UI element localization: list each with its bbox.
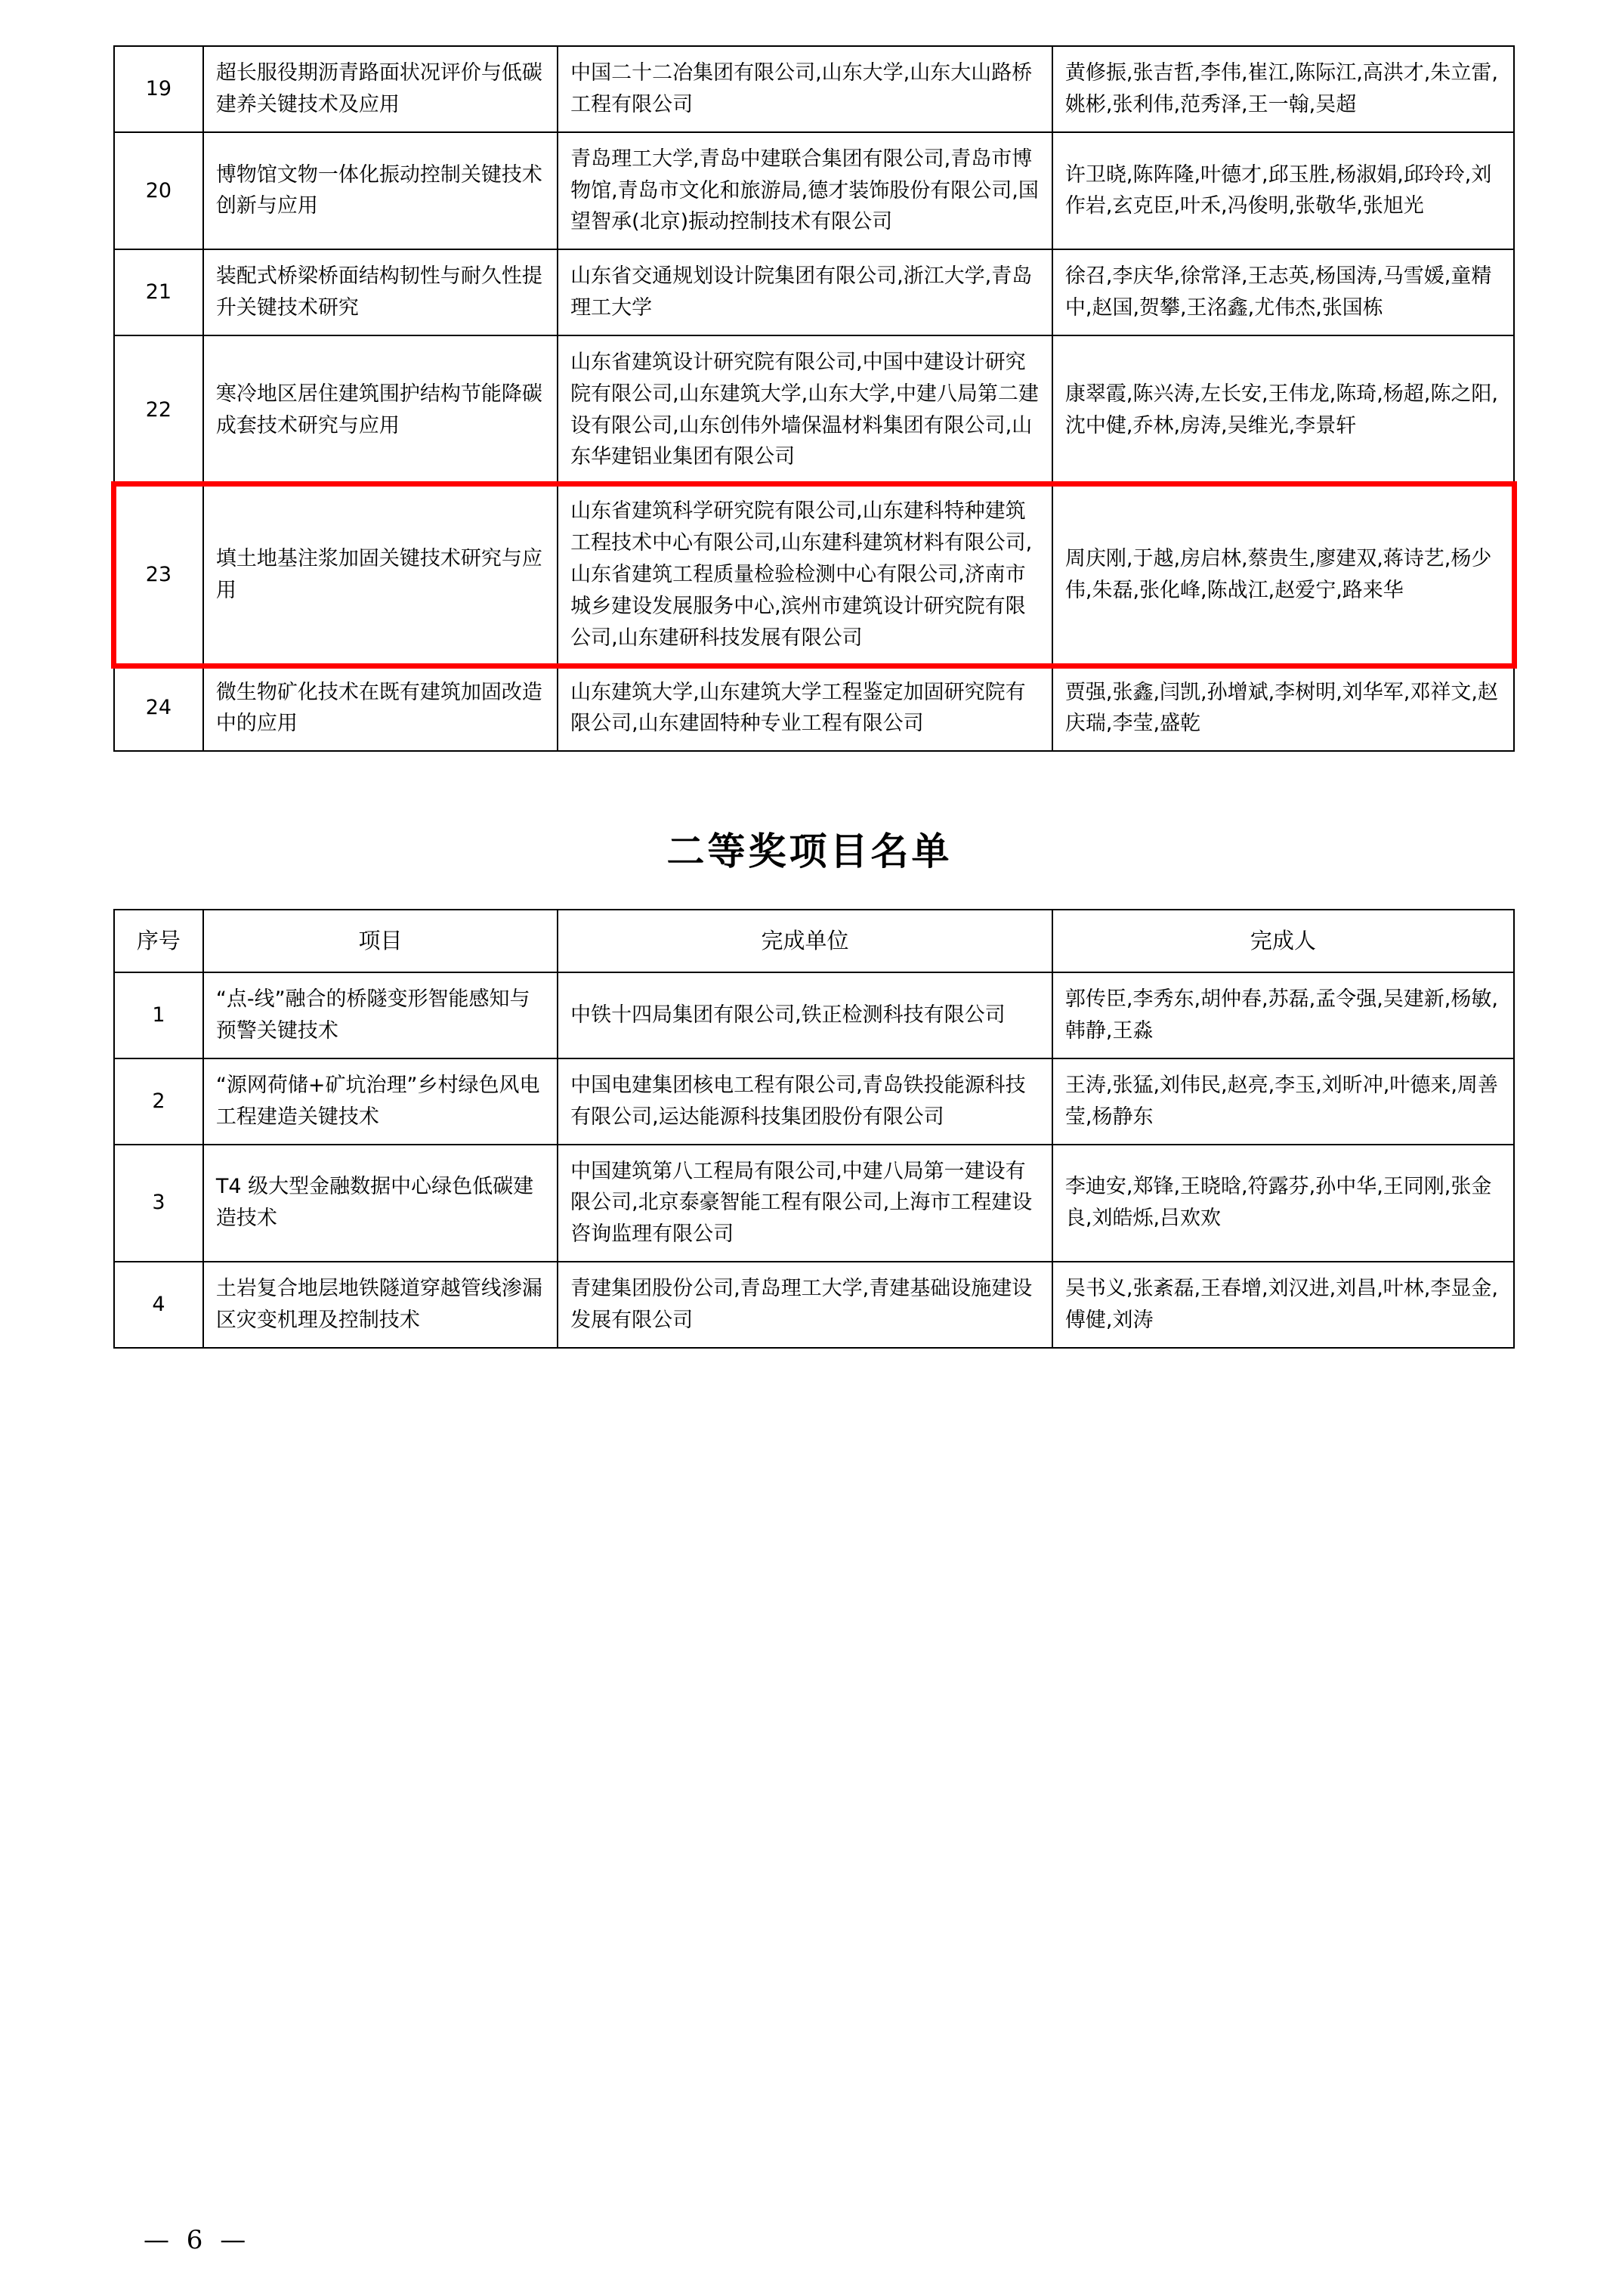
row-people: 徐召,李庆华,徐常泽,王志英,杨国涛,马雪媛,童精中,赵国,贺攀,王洺鑫,尤伟杰,张国栋 [1052,249,1514,335]
row-people: 许卫晓,陈阵隆,叶德才,邱玉胜,杨淑娟,邱玲玲,刘作岩,玄克臣,叶禾,冯俊明,张敬华,张旭光 [1052,132,1514,250]
row-project: 装配式桥梁桥面结构韧性与耐久性提升关键技术研究 [203,249,558,335]
row-number: 21 [114,249,203,335]
row-number: 19 [114,46,203,132]
row-units: 中国电建集团核电工程有限公司,青岛铁投能源科技有限公司,运达能源科技集团股份有限公司 [558,1058,1052,1145]
row-project: “源网荷储+矿坑治理”乡村绿色风电工程建造关键技术 [203,1058,558,1145]
row-project: 寒冷地区居住建筑围护结构节能降碳成套技术研究与应用 [203,335,558,484]
row-people: 郭传臣,李秀东,胡仲春,苏磊,孟令强,吴建新,杨敏,韩静,王淼 [1052,972,1514,1058]
row-number: 2 [114,1058,203,1145]
row-project: 微生物矿化技术在既有建筑加固改造中的应用 [203,666,558,752]
row-units: 山东省建筑科学研究院有限公司,山东建科特种建筑工程技术中心有限公司,山东建科建筑材料有限公司,山东省建筑工程质量检验检测中心有限公司,济南市城乡建设发展服务中心,滨州市建筑设计研究院有限公司,山东建研科技发展有限公司 [558,484,1052,665]
row-units: 青岛理工大学,青岛中建联合集团有限公司,青岛市博物馆,青岛市文化和旅游局,德才装饰股份有限公司,国望智承(北京)振动控制技术有限公司 [558,132,1052,250]
row-units: 山东省建筑设计研究院有限公司,中国中建设计研究院有限公司,山东建筑大学,山东大学,中建八局第二建设有限公司,山东创伟外墙保温材料集团有限公司,山东华建铝业集团有限公司 [558,335,1052,484]
header-units: 完成单位 [558,910,1052,972]
row-project: T4 级大型金融数据中心绿色低碳建造技术 [203,1145,558,1262]
page-number: — 6 — [144,2225,251,2255]
header-row [114,910,1514,972]
row-units: 中国二十二冶集团有限公司,山东大学,山东大山路桥工程有限公司 [558,46,1052,132]
row-people: 吴书义,张紊磊,王春增,刘汉进,刘昌,叶林,李显金,傅健,刘涛 [1052,1262,1514,1348]
row-people: 黄修振,张吉哲,李伟,崔江,陈际江,高洪才,朱立雷,姚彬,张利伟,范秀泽,王一翰,吴超 [1052,46,1514,132]
row-units: 青建集团股份公司,青岛理工大学,青建基础设施建设发展有限公司 [558,1262,1052,1348]
row-people: 贾强,张鑫,闫凯,孙增斌,李树明,刘华军,邓祥文,赵庆瑞,李莹,盛乾 [1052,666,1514,752]
row-project: “点-线”融合的桥隧变形智能感知与预警关键技术 [203,972,558,1058]
row-number: 3 [114,1145,203,1262]
row-number: 4 [114,1262,203,1348]
table-header [114,910,1514,972]
row-project: 超长服役期沥青路面状况评价与低碳建养关键技术及应用 [203,46,558,132]
row-project: 博物馆文物一体化振动控制关键技术创新与应用 [203,132,558,250]
row-number: 24 [114,666,203,752]
table-row [114,1145,1514,1262]
header-project: 项目 [203,910,558,972]
table-row [114,972,1514,1058]
row-number: 1 [114,972,203,1058]
row-units: 中铁十四局集团有限公司,铁正检测科技有限公司 [558,972,1052,1058]
row-project: 填土地基注浆加固关键技术研究与应用 [203,484,558,665]
row-project: 土岩复合地层地铁隧道穿越管线渗漏区灾变机理及控制技术 [203,1262,558,1348]
row-number: 20 [114,132,203,250]
row-people: 康翠霞,陈兴涛,左长安,王伟龙,陈琦,杨超,陈之阳,沈中健,乔林,房涛,吴维光,李景轩 [1052,335,1514,484]
table-row [114,132,1514,250]
header-no: 序号 [114,910,203,972]
second-prize-table [113,909,1515,1349]
table-row [114,666,1514,752]
table-row [114,1058,1514,1145]
row-people: 王涛,张猛,刘伟民,赵亮,李玉,刘昕冲,叶德来,周善莹,杨静东 [1052,1058,1514,1145]
row-units: 山东建筑大学,山东建筑大学工程鉴定加固研究院有限公司,山东建固特种专业工程有限公司 [558,666,1052,752]
first-prize-table [113,45,1515,752]
table-row [114,1262,1514,1348]
table-body [114,46,1514,751]
row-number: 22 [114,335,203,484]
row-people: 周庆刚,于越,房启林,蔡贵生,廖建双,蒋诗艺,杨少伟,朱磊,张化峰,陈战江,赵爱宁,路来华 [1052,484,1514,665]
row-units: 中国建筑第八工程局有限公司,中建八局第一建设有限公司,北京泰豪智能工程有限公司,上海市工程建设咨询监理有限公司 [558,1145,1052,1262]
header-people: 完成人 [1052,910,1514,972]
table-body [114,972,1514,1348]
section-title: 二等奖项目名单 [666,829,953,874]
row-number: 23 [114,484,203,665]
table-row-highlighted [114,484,1514,665]
row-people: 李迪安,郑锋,王晓晗,符露芬,孙中华,王同刚,张金良,刘皓烁,吕欢欢 [1052,1145,1514,1262]
table-row [114,335,1514,484]
table-row [114,249,1514,335]
row-units: 山东省交通规划设计院集团有限公司,浙江大学,青岛理工大学 [558,249,1052,335]
table-row [114,46,1514,132]
